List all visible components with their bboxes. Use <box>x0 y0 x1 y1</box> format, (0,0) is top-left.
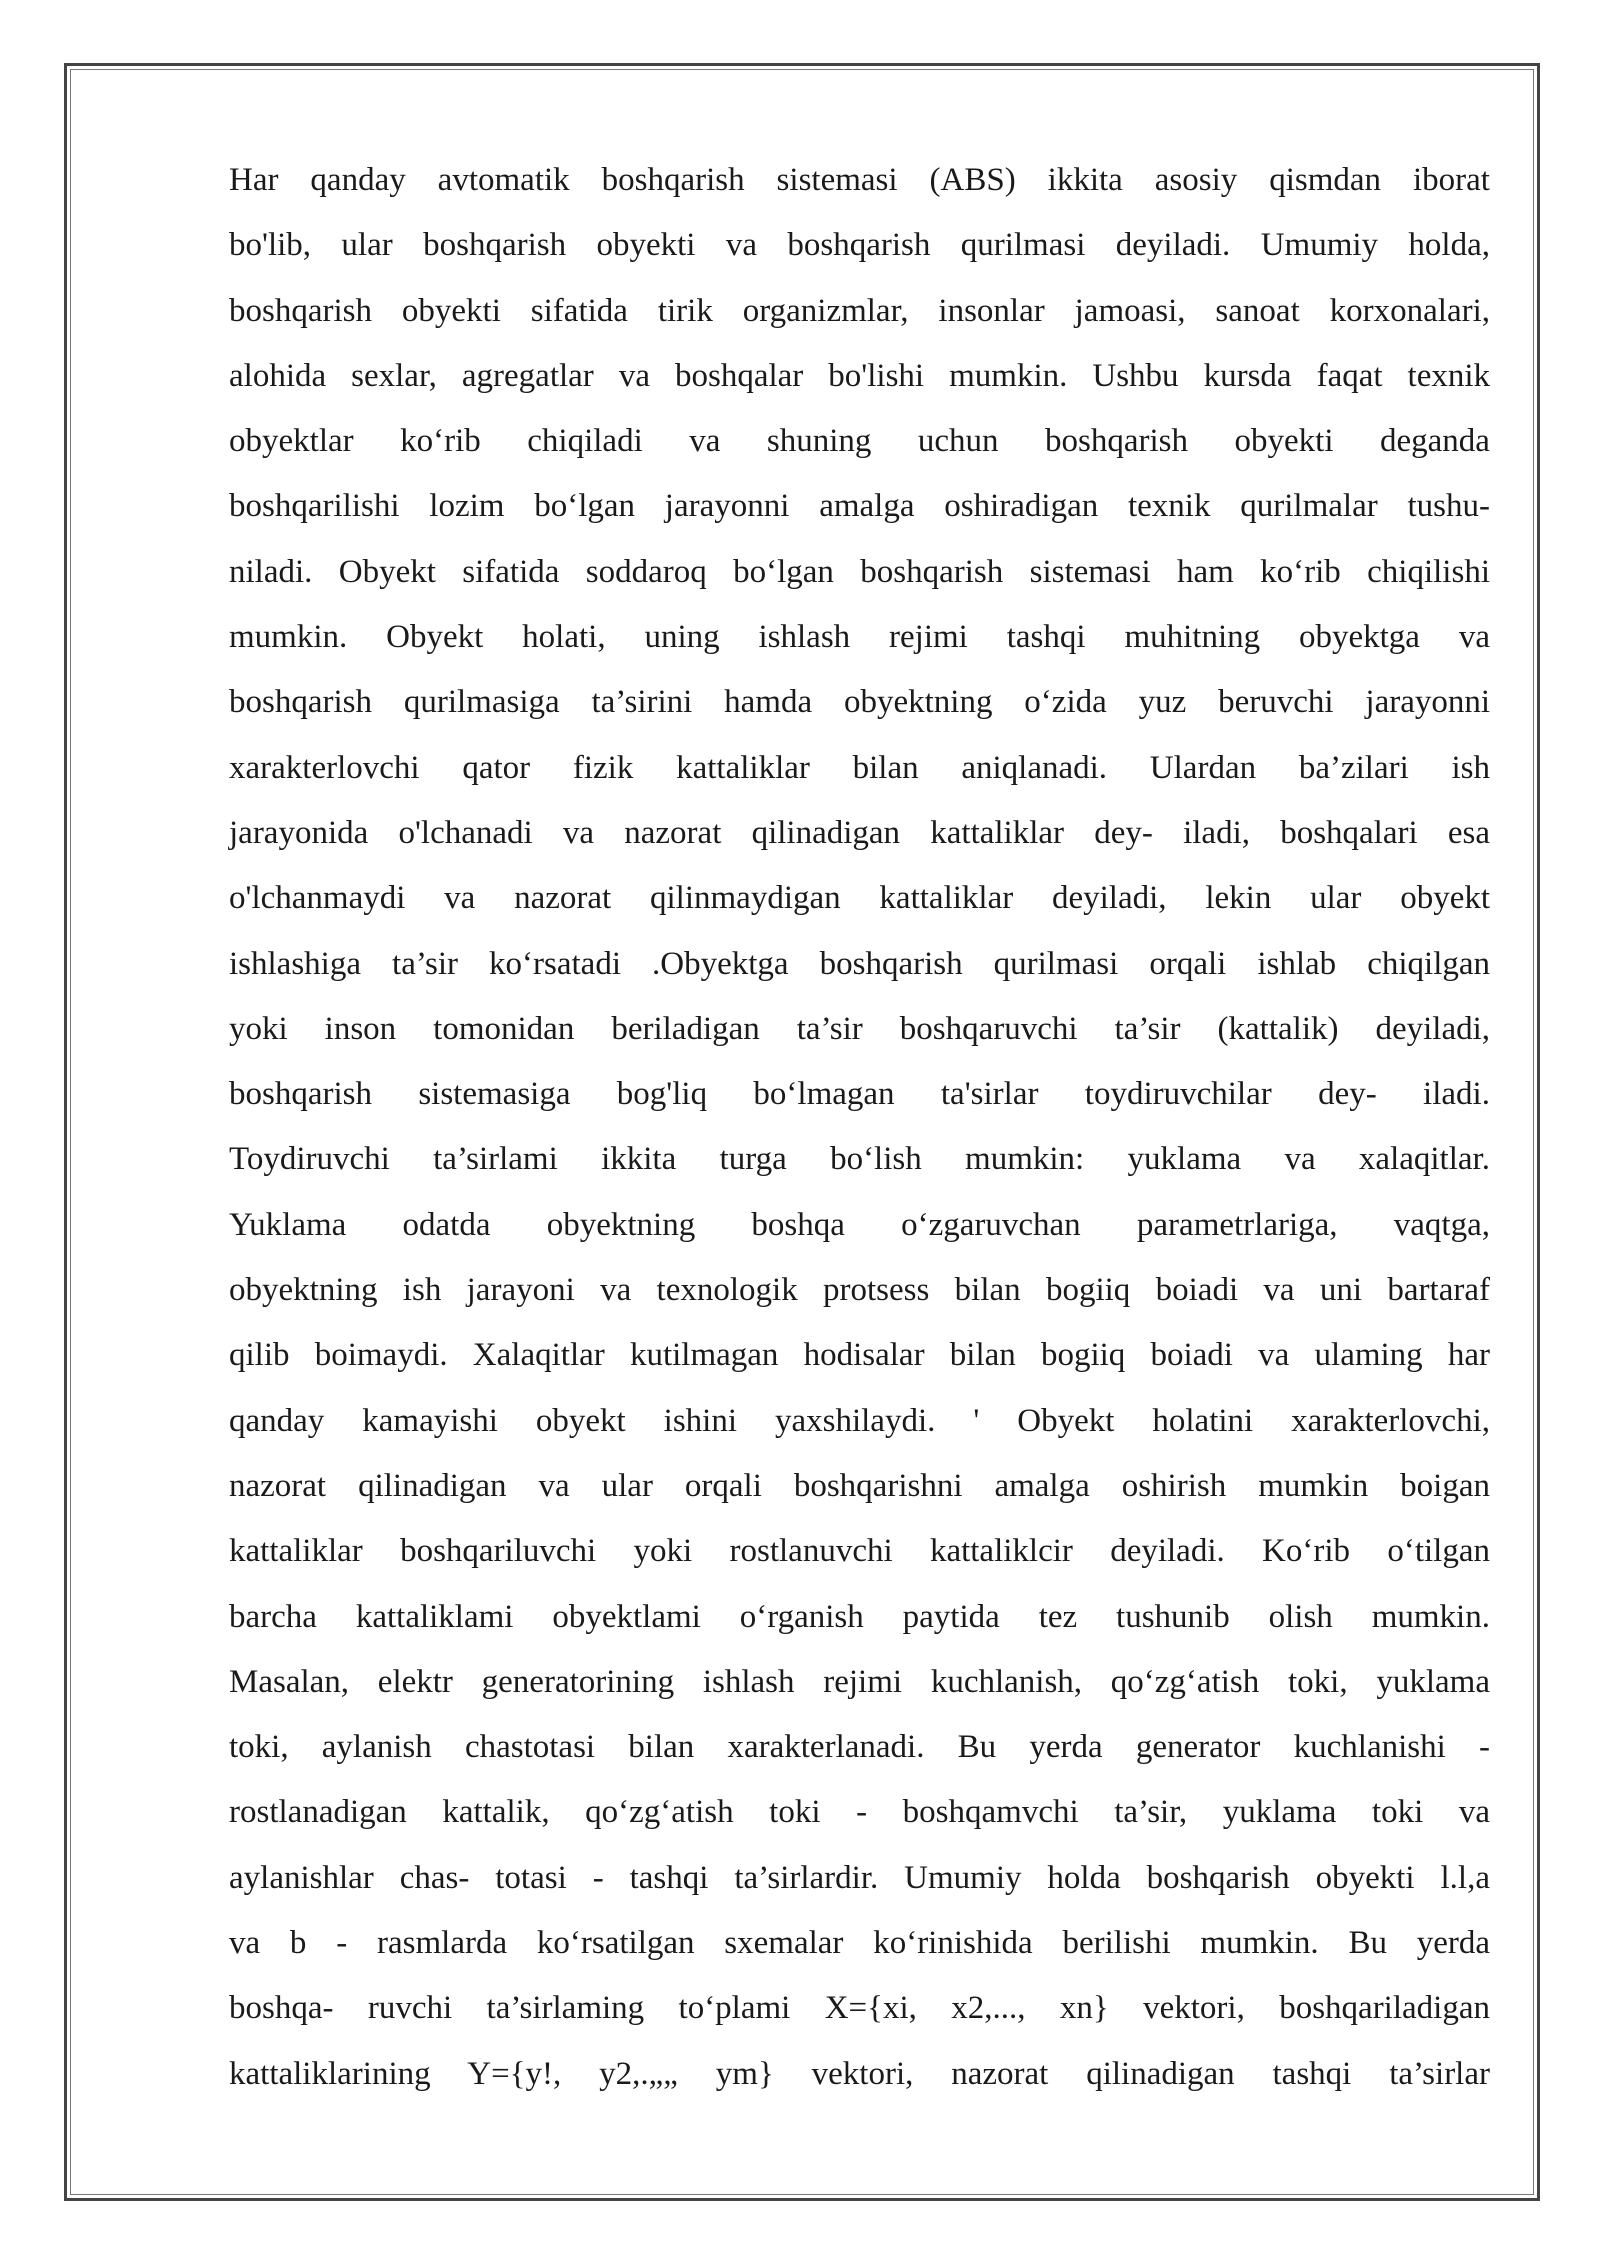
text-line: kattaliklarining Y={y!, y2,.„„ ym} vektori, nazorat qilinadigan tashqi ta’sirlar <box>229 2055 1490 2092</box>
text-line: Har qanday avtomatik boshqarish sistemasi (ABS) ikkita asosiy qismdan iborat <box>229 162 1490 198</box>
text-line: yoki inson tomonidan beriladigan ta’sir boshqaruvchi ta’sir (kattalik) deyiladi, <box>229 1010 1491 1047</box>
text-line: aylanishlar chas- totasi - tashqi ta’sirlardir. Umumiy holda boshqarish obyekti l.l,a <box>229 1859 1490 1896</box>
text-line: qanday kamayishi obyekt ishini yaxshilaydi. ' Obyekt holatini xarakterlovchi, <box>229 1402 1490 1439</box>
text-line: va b - rasmlarda ko‘rsatilgan sxemalar ko‘rinishida berilishi mumkin. Bu yerda <box>229 1925 1491 1962</box>
text-line: boshqarish sistemasiga bog'liq bo‘lmagan ta'sirlar toydiruvchilar dey- iladi. <box>229 1076 1490 1113</box>
text-line: boshqarish obyekti sifatida tirik organizmlar, insonlar jamoasi, sanoat korxonalari, <box>229 292 1491 329</box>
text-line: boshqarish qurilmasiga ta’sirini hamda obyektning o‘zida yuz beruvchi jarayonni <box>229 684 1491 721</box>
text-line: toki, aylanish chastotasi bilan xarakterlanadi. Bu yerda generator kuchlanishi - <box>229 1729 1490 1766</box>
text-line: Yuklama odatda obyektning boshqa o‘zgaruvchan parametrlariga, vaqtga, <box>229 1206 1490 1243</box>
text-line: niladi. Obyekt sifatida soddaroq bo‘lgan boshqarish sistemasi ham ko‘rib chiqilishi <box>229 553 1490 590</box>
text-line: barcha kattaliklami obyektlami o‘rganish paytida tez tushunib olish mumkin. <box>229 1598 1490 1635</box>
text-line: obyektning ish jarayoni va texnologik protsess bilan bogiiq boiadi va uni bartaraf <box>229 1272 1490 1309</box>
text-line: mumkin. Obyekt holati, uning ishlash rejimi tashqi muhitning obyektga va <box>229 619 1490 656</box>
body-text <box>229 148 1490 2107</box>
text-line: Toydiruvchi ta’sirlami ikkita turga bo‘lish mumkin: yuklama va xalaqitlar. <box>229 1141 1490 1178</box>
text-line: o'lchanmaydi va nazorat qilinmaydigan kattaliklar deyiladi, lekin ular obyekt <box>229 880 1491 917</box>
text-line: kattaliklar boshqariluvchi yoki rostlanuvchi kattaliklcir deyiladi. Ko‘rib o‘tilgan <box>229 1533 1490 1570</box>
text-line: qilib boimaydi. Xalaqitlar kutilmagan hodisalar bilan bogiiq boiadi va ulaming har <box>229 1337 1491 1374</box>
text-line: obyektlar ko‘rib chiqiladi va shuning uchun boshqarish obyekti deganda <box>229 423 1490 460</box>
text-line: alohida sexlar, agregatlar va boshqalar bo'lishi mumkin. Ushbu kursda faqat texnik <box>229 357 1491 394</box>
text-line: rostlanadigan kattalik, qo‘zg‘atish toki - boshqamvchi ta’sir, yuklama toki va <box>229 1794 1490 1831</box>
text-line: ishlashiga ta’sir ko‘rsatadi .Obyektga boshqarish qurilmasi orqali ishlab chiqilgan <box>229 945 1491 982</box>
text-line: xarakterlovchi qator fizik kattaliklar bilan aniqlanadi. Ulardan ba’zilari ish <box>229 749 1491 786</box>
text-line: bo'lib, ular boshqarish obyekti va boshqarish qurilmasi deyiladi. Umumiy holda, <box>229 227 1490 264</box>
text-line: Masalan, elektr generatorining ishlash rejimi kuchlanish, qo‘zg‘atish toki, yuklama <box>229 1663 1490 1700</box>
text-line: jarayonida o'lchanadi va nazorat qilinadigan kattaliklar dey- iladi, boshqalari esa <box>229 814 1491 851</box>
text-line: boshqarilishi lozim bo‘lgan jarayonni amalga oshiradigan texnik qurilmalar tushu- <box>229 488 1490 525</box>
text-line: nazorat qilinadigan va ular orqali boshqarishni amalga oshirish mumkin boigan <box>229 1467 1490 1504</box>
text-line: boshqa- ruvchi ta’sirlaming to‘plami X={xi, x2,..., xn} vektori, boshqariladigan <box>229 1990 1490 2027</box>
